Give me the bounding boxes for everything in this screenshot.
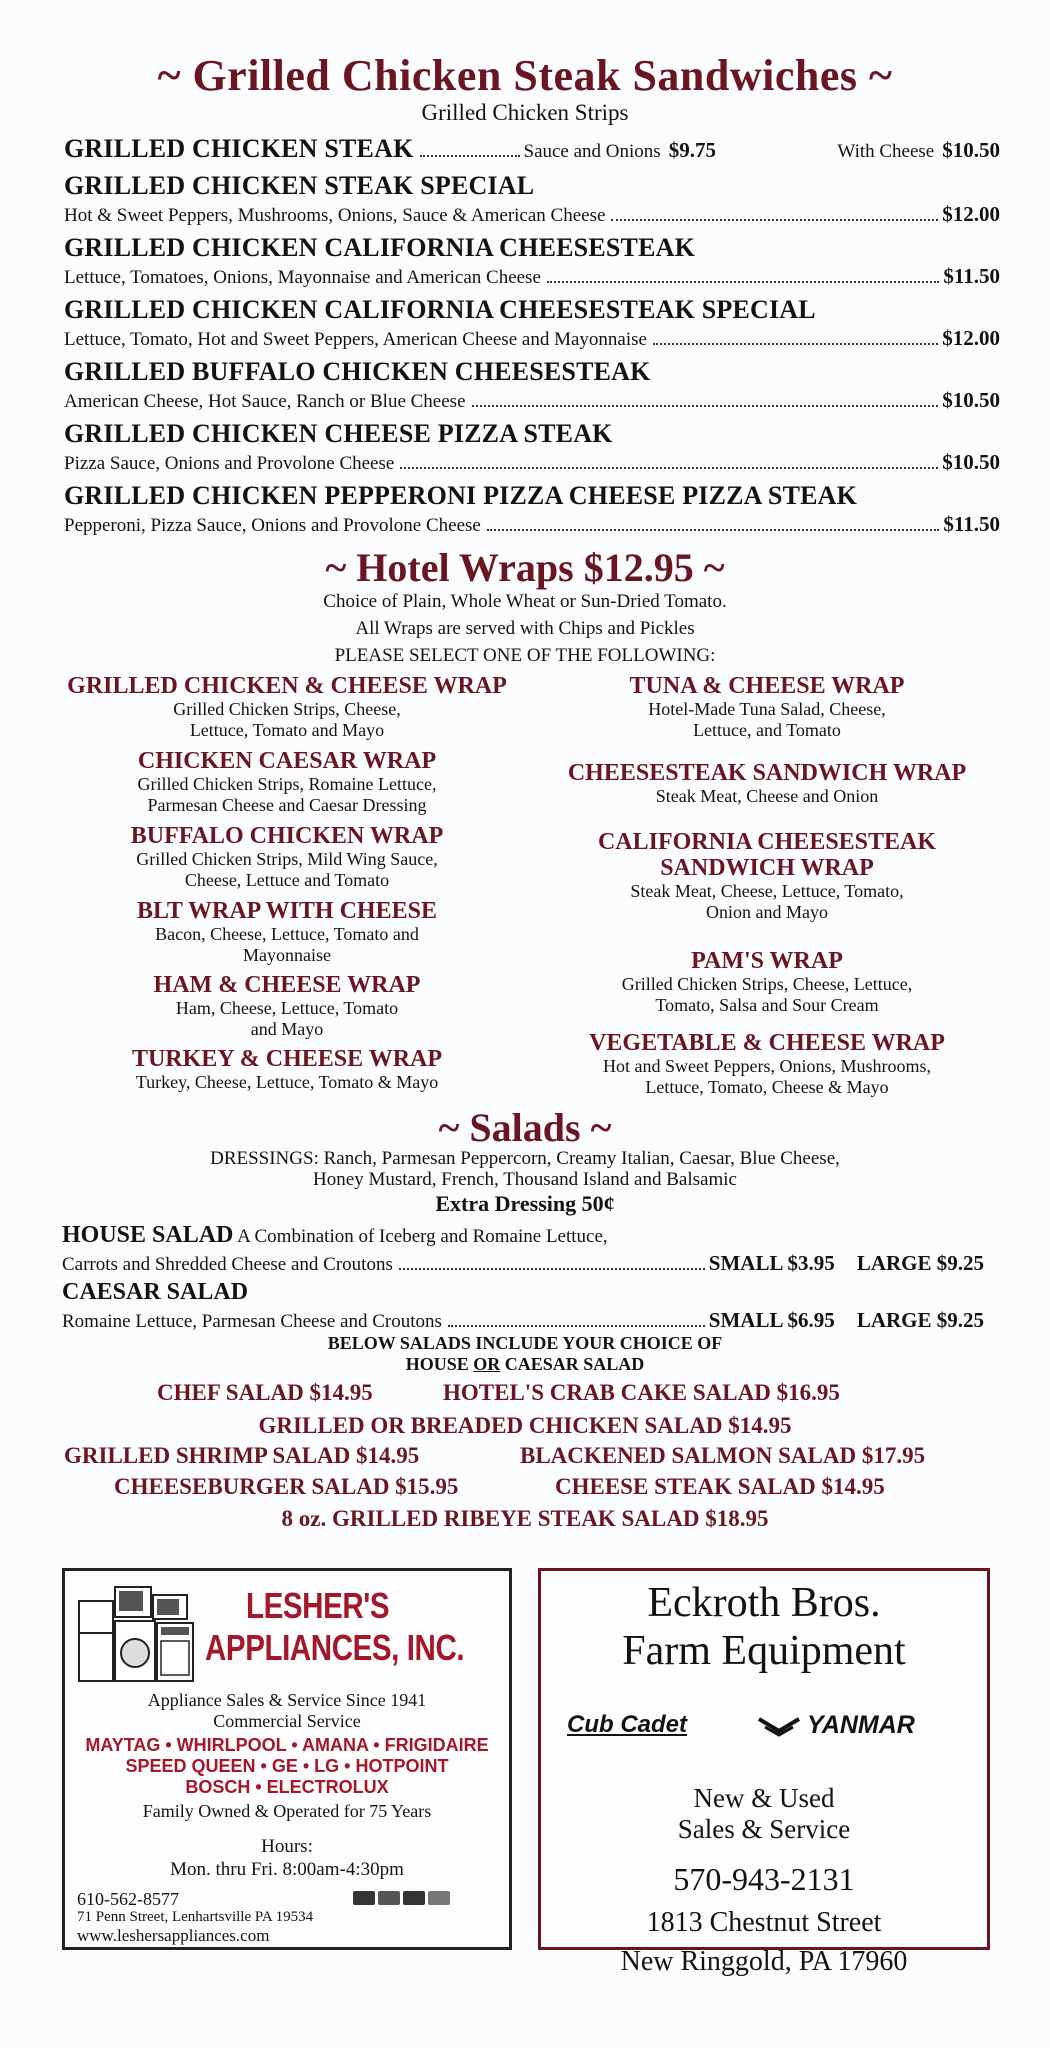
wrap-name: CALIFORNIA CHEESESTEAK xyxy=(597,829,937,855)
wrap-desc: Hot and Sweet Peppers, Onions, Mushrooms, xyxy=(603,1056,931,1076)
item-name: GRILLED CHICKEN CALIFORNIA CHEESESTEAK xyxy=(64,233,696,262)
wrap-desc: Ham, Cheese, Lettuce, Tomato xyxy=(175,998,399,1018)
wrap-name: TURKEY & CHEESE WRAP xyxy=(131,1046,443,1072)
salad-name: CAESAR SALAD xyxy=(62,1279,249,1305)
wrap-item xyxy=(52,972,522,1040)
section-title-salads: ~ Salads ~ xyxy=(438,1105,612,1150)
yanmar-logo: YANMAR xyxy=(757,1711,915,1740)
item-name: GRILLED CHICKEN CHEESE PIZZA STEAK xyxy=(64,419,613,448)
wrap-item xyxy=(52,898,522,966)
section-subtitle: Grilled Chicken Strips xyxy=(421,100,629,125)
wrap-name: PAM'S WRAP xyxy=(691,948,843,974)
item-desc: Lettuce, Tomato, Hot and Sweet Peppers, American Cheese and Mayonnaise xyxy=(64,329,647,350)
item-name: GRILLED CHICKEN PEPPERONI PIZZA CHEESE PIZZA STEAK xyxy=(64,481,858,510)
wrap-item xyxy=(52,1046,522,1093)
wrap-item xyxy=(522,948,1012,1016)
wrap-item xyxy=(522,829,1012,923)
ad-eckroth-bros xyxy=(538,1568,990,1950)
item-name: GRILLED BUFFALO CHICKEN CHEESESTEAK xyxy=(64,357,651,386)
lesher-brands: MAYTAG • WHIRLPOOL • AMANA • FRIGIDAIRE SPEED QUEEN • GE • LG • HOTPOINT BOSCH • ELECTROLUX xyxy=(85,1735,489,1797)
card-icon xyxy=(353,1891,375,1905)
wrap-item xyxy=(52,823,522,891)
extra-dressing: Extra Dressing 50¢ xyxy=(435,1191,615,1216)
eckroth-name: Eckroth Bros. Farm Equipment xyxy=(622,1580,906,1674)
eckroth-phone: 570-943-2131 xyxy=(673,1861,855,1897)
salad-desc: A Combination of Iceberg and Romaine Lettuce, xyxy=(237,1226,608,1247)
lesher-website[interactable]: www.leshersappliances.com xyxy=(77,1926,270,1945)
lesher-contact xyxy=(77,1889,313,1946)
wrap-desc: Parmesan Cheese and Caesar Dressing xyxy=(147,795,427,815)
salad-small-price: SMALL $3.95 xyxy=(708,1251,835,1275)
wrap-desc: Onion and Mayo xyxy=(706,902,828,922)
salad-choice-caesar: CAESAR SALAD xyxy=(504,1354,645,1374)
wrap-desc: Hotel-Made Tuna Salad, Cheese, xyxy=(648,699,886,719)
wrap-name: HAM & CHEESE WRAP xyxy=(153,972,421,998)
wrap-intro-line: PLEASE SELECT ONE OF THE FOLLOWING: xyxy=(334,645,716,666)
item-price: $12.00 xyxy=(942,202,1000,226)
item-name: GRILLED CHICKEN STEAK xyxy=(64,134,414,163)
cub-cadet-logo: Cub Cadet xyxy=(567,1711,687,1738)
wrap-item xyxy=(522,760,1012,807)
appliances-icon xyxy=(77,1583,197,1687)
shrimp-salad: GRILLED SHRIMP SALAD $14.95 xyxy=(64,1443,420,1468)
cheese-steak-salad: CHEESE STEAK SALAD $14.95 xyxy=(555,1474,885,1499)
item-price: $11.50 xyxy=(943,512,1000,536)
item-price: $12.00 xyxy=(942,326,1000,350)
salad-name: HOUSE SALAD xyxy=(62,1222,234,1248)
wrap-desc: Grilled Chicken Strips, Romaine Lettuce, xyxy=(137,774,437,794)
lesher-phone: 610-562-8577 xyxy=(77,1889,179,1909)
item-desc: Hot & Sweet Peppers, Mushrooms, Onions, Sauce & American Cheese xyxy=(64,205,606,226)
wrap-intro-line: Choice of Plain, Whole Wheat or Sun-Dried Tomato. xyxy=(323,591,727,612)
wrap-name: VEGETABLE & CHEESE WRAP xyxy=(589,1030,945,1056)
card-icon xyxy=(403,1891,425,1905)
crab-cake-salad: HOTEL'S CRAB CAKE SALAD $16.95 xyxy=(443,1380,840,1405)
lesher-address: 71 Penn Street, Lenhartsville PA 19534 xyxy=(77,1909,314,1925)
wrap-desc: Turkey, Cheese, Lettuce, Tomato & Mayo xyxy=(135,1072,439,1092)
salad-large-price: LARGE $9.25 xyxy=(856,1251,984,1275)
dressings-line: DRESSINGS: Ranch, Parmesan Peppercorn, Creamy Italian, Caesar, Blue Cheese, xyxy=(210,1148,840,1169)
wrap-desc: Steak Meat, Cheese, Lettuce, Tomato, xyxy=(630,881,904,901)
salad-choice-note xyxy=(0,1333,1050,1375)
section-title-grilled-chicken: ~ Grilled Chicken Steak Sandwiches ~ xyxy=(157,51,893,100)
wrap-desc: Lettuce, Tomato, Cheese & Mayo xyxy=(645,1077,889,1097)
chef-salad: CHEF SALAD $14.95 xyxy=(157,1380,373,1405)
wrap-item xyxy=(52,748,522,816)
card-icon xyxy=(378,1891,400,1905)
salad-choice-house: HOUSE xyxy=(405,1354,469,1374)
salad-desc: Romaine Lettuce, Parmesan Cheese and Croutons xyxy=(62,1311,442,1332)
salad-small-price: SMALL $6.95 xyxy=(708,1308,835,1332)
item-name: GRILLED CHICKEN STEAK SPECIAL xyxy=(64,171,535,200)
wrap-desc: Grilled Chicken Strips, Cheese, xyxy=(173,699,401,719)
dressings xyxy=(0,1148,1050,1218)
item-desc: Sauce and Onions xyxy=(523,141,661,162)
house-salad xyxy=(62,1222,984,1278)
ribeye-salad: 8 oz. GRILLED RIBEYE STEAK SALAD $18.95 xyxy=(281,1506,769,1531)
wrap-column-left xyxy=(52,0,522,1100)
wrap-desc: Mayonnaise xyxy=(243,945,331,965)
card-icon xyxy=(428,1891,450,1905)
item-price: $9.75 xyxy=(668,138,716,162)
wrap-name: TUNA & CHEESE WRAP xyxy=(629,673,905,699)
salad-desc: Carrots and Shredded Cheese and Croutons xyxy=(62,1254,393,1275)
wrap-desc: Lettuce, and Tomato xyxy=(693,720,841,740)
wrap-desc: Cheese, Lettuce and Tomato xyxy=(184,870,390,890)
salad-choice-or: OR xyxy=(473,1354,501,1374)
item-price: $11.50 xyxy=(943,264,1000,288)
wrap-desc: Steak Meat, Cheese and Onion xyxy=(655,786,879,806)
with-cheese-label: With Cheese xyxy=(837,141,935,162)
leshers-logo-text: LESHER'S APPLIANCES, INC. xyxy=(205,1585,465,1668)
wrap-item xyxy=(52,673,522,741)
wrap-desc: and Mayo xyxy=(250,1019,324,1039)
lesher-since: Appliance Sales & Service Since 1941 Commercial Service xyxy=(147,1690,427,1731)
yanmar-wing-icon xyxy=(757,1715,801,1737)
dressings-line: Honey Mustard, French, Thousand Island and Balsamic xyxy=(313,1169,737,1190)
wrap-name-cont: SANDWICH WRAP xyxy=(660,855,874,881)
item-price: $10.50 xyxy=(942,388,1000,412)
lesher-hours: Hours: Mon. thru Fri. 8:00am-4:30pm xyxy=(170,1836,404,1880)
item-price: $10.50 xyxy=(942,450,1000,474)
cheeseburger-salad: CHEESEBURGER SALAD $15.95 xyxy=(114,1474,459,1499)
wrap-desc: Bacon, Cheese, Lettuce, Tomato and xyxy=(155,924,419,944)
section-title-hotel-wraps: ~ Hotel Wraps $12.95 ~ xyxy=(325,545,725,590)
chicken-salad: GRILLED OR BREADED CHICKEN SALAD $14.95 xyxy=(258,1413,792,1438)
salad-choice-line: BELOW SALADS INCLUDE YOUR CHOICE OF xyxy=(327,1333,723,1353)
caesar-salad xyxy=(62,1277,984,1335)
salmon-salad: BLACKENED SALMON SALAD $17.95 xyxy=(520,1443,926,1468)
ad-leshers-appliances xyxy=(62,1568,512,1950)
wrap-name: CHICKEN CAESAR WRAP xyxy=(137,748,437,774)
wrap-item xyxy=(522,673,1012,741)
eckroth-address: 1813 Chestnut Street xyxy=(646,1907,882,1938)
item-desc: Pepperoni, Pizza Sauce, Onions and Provolone Cheese xyxy=(64,515,481,536)
wrap-name: GRILLED CHICKEN & CHEESE WRAP xyxy=(67,673,507,699)
lesher-family: Family Owned & Operated for 75 Years xyxy=(142,1801,432,1821)
wrap-desc: Lettuce, Tomato and Mayo xyxy=(189,720,385,740)
eckroth-sales: New & Used Sales & Service xyxy=(677,1783,851,1844)
item-desc: Lettuce, Tomatoes, Onions, Mayonnaise and American Cheese xyxy=(64,267,541,288)
item-desc: Pizza Sauce, Onions and Provolone Cheese xyxy=(64,453,395,474)
wrap-name: BUFFALO CHICKEN WRAP xyxy=(130,823,444,849)
item-name: GRILLED CHICKEN CALIFORNIA CHEESESTEAK SPECIAL xyxy=(64,295,816,324)
wrap-name: BLT WRAP WITH CHEESE xyxy=(137,898,437,924)
wrap-desc: Grilled Chicken Strips, Mild Wing Sauce, xyxy=(136,849,438,869)
wrap-item xyxy=(522,1030,1012,1098)
wrap-name: CHEESESTEAK SANDWICH WRAP xyxy=(567,760,967,786)
eckroth-address-city: New Ringgold, PA 17960 xyxy=(620,1946,908,1977)
item-price-cheese: $10.50 xyxy=(942,138,1000,162)
wrap-desc: Grilled Chicken Strips, Cheese, Lettuce, xyxy=(621,974,913,994)
wrap-intro-line: All Wraps are served with Chips and Pickles xyxy=(355,618,695,639)
salad-large-price: LARGE $9.25 xyxy=(856,1308,984,1332)
credit-card-icons xyxy=(353,1891,450,1905)
item-desc: American Cheese, Hot Sauce, Ranch or Blue Cheese xyxy=(64,391,466,412)
wrap-column-right xyxy=(522,0,1012,1100)
wrap-desc: Tomato, Salsa and Sour Cream xyxy=(655,995,879,1015)
